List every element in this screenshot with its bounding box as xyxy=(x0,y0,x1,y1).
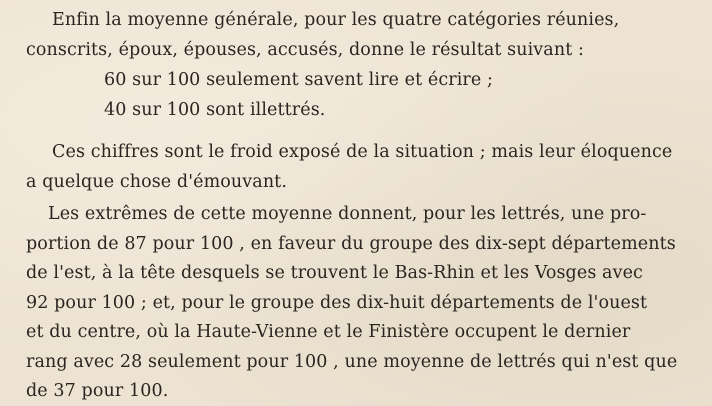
paragraph-3-line-3: de l'est, à la tête desquels se trouvent le Bas-Rhin et les Vosges avec xyxy=(26,263,643,283)
stat-line-illiterate: 40 sur 100 sont illettrés. xyxy=(104,100,326,120)
paragraph-3-line-6: rang avec 28 seulement pour 100 , une moyenne de lettrés qui n'est que xyxy=(26,352,678,372)
paragraph-2-line-2: a quelque chose d'émouvant. xyxy=(26,172,287,192)
paragraph-3-line-7: de 37 pour 100. xyxy=(26,381,169,401)
paragraph-1-line-1: Enfin la moyenne générale, pour les quatre catégories réunies, xyxy=(52,10,620,30)
stat-line-literate: 60 sur 100 seulement savent lire et écrire ; xyxy=(104,70,494,90)
paragraph-3-line-4: 92 pour 100 ; et, pour le groupe des dix-huit départements de l'ouest xyxy=(26,293,648,313)
paragraph-3-line-5: et du centre, où la Haute-Vienne et le Finistère occupent le dernier xyxy=(26,322,631,342)
paragraph-3-line-1: Les extrêmes de cette moyenne donnent, pour les lettrés, une pro- xyxy=(48,204,647,224)
paragraph-2-line-1: Ces chiffres sont le froid exposé de la situation ; mais leur éloquence xyxy=(52,142,673,162)
paragraph-3-line-2: portion de 87 pour 100 , en faveur du groupe des dix-sept départements xyxy=(26,234,676,254)
paragraph-1-line-2: conscrits, époux, épouses, accusés, donne le résultat suivant : xyxy=(26,40,584,60)
